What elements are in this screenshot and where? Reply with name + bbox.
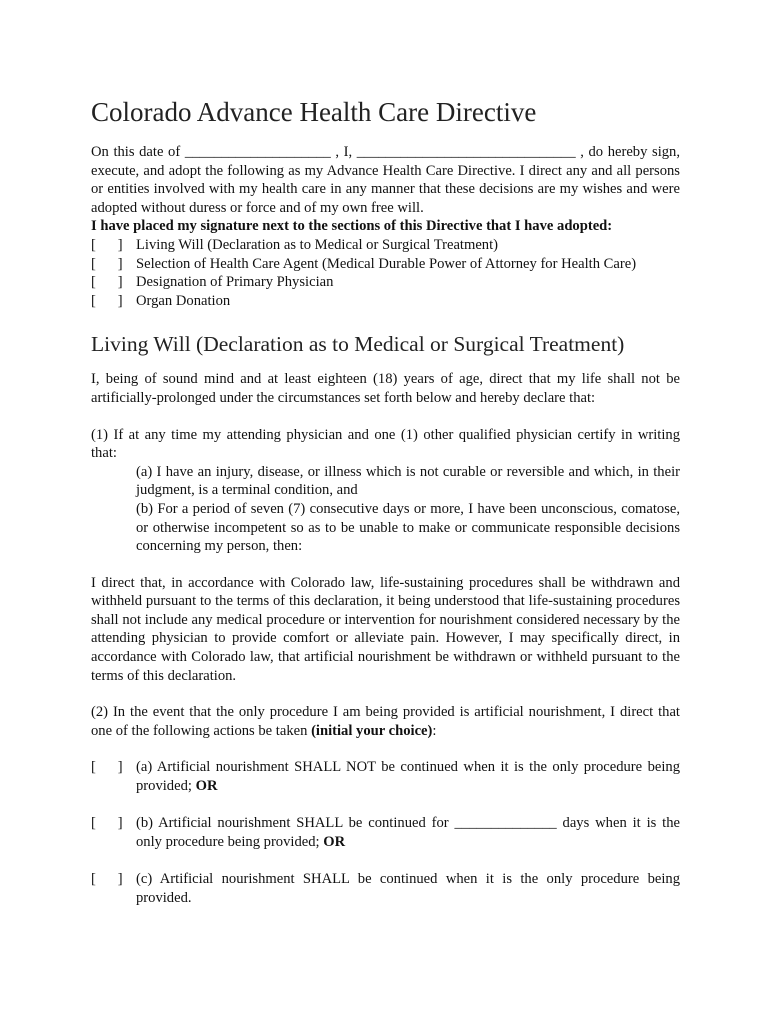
initial-box[interactable]: [ ] [91, 871, 123, 888]
clause-2-text: (2) In the event that the only procedure I am being provided is artificial nourishment, I direct that one of the following actions be taken [91, 704, 680, 739]
initial-box[interactable]: [ ] [91, 274, 123, 291]
clause-2-colon: : [432, 722, 437, 739]
choice-a-text: (a) Artificial nourishment SHALL NOT be continued when it is the only procedure being provided; [136, 759, 680, 795]
clause-2 [91, 703, 680, 740]
nourishment-choice-b[interactable] [91, 814, 680, 852]
adopted-section-item[interactable] [91, 255, 680, 274]
choice-b-text: (b) Artificial nourishment SHALL be continued for ______________ days when it is the only procedure being provided; [136, 815, 680, 851]
living-will-intro: I, being of sound mind and at least eighteen (18) years of age, direct that my life shall not be artificially-prolonged under the circumstances set forth below and hereby declare that: [91, 371, 680, 406]
page-title: Colorado Advance Health Care Directive [91, 97, 537, 127]
adopted-section-item[interactable] [91, 292, 680, 311]
adopted-section-item[interactable] [91, 273, 680, 292]
living-will-heading: Living Will (Declaration as to Medical or Surgical Treatment) [91, 332, 625, 357]
clause-1: (1) If at any time my attending physician and one (1) other qualified physician certify in writing that: [91, 426, 680, 462]
adopted-section-item[interactable] [91, 236, 680, 255]
clause-2-instruction: (initial your choice) [311, 722, 433, 739]
initial-box[interactable]: [ ] [91, 759, 123, 776]
adopted-section-label: Selection of Health Care Agent (Medical Durable Power of Attorney for Health Care) [136, 255, 637, 272]
or-label: OR [195, 778, 218, 795]
adopted-section-label: Organ Donation [136, 292, 231, 309]
clause-1a: (a) I have an injury, disease, or illness which is not curable or reversible and which, in their judgment, is a terminal condition, and [136, 463, 680, 499]
initial-box[interactable]: [ ] [91, 236, 123, 253]
document-content [91, 95, 680, 908]
or-label: OR [323, 834, 346, 851]
initial-box[interactable]: [ ] [91, 815, 123, 832]
adopted-sections-list [91, 236, 680, 310]
nourishment-choice-c[interactable] [91, 870, 680, 908]
intro-paragraph [91, 143, 680, 217]
adopted-section-label: Living Will (Declaration as to Medical or Surgical Treatment) [136, 236, 499, 253]
choice-c-text: (c) Artificial nourishment SHALL be continued when it is the only procedure being provided. [136, 871, 680, 907]
nourishment-choice-a[interactable] [91, 758, 680, 796]
intro-text: execute, and adopt the following as my Advance Health Care Directive. I direct any and all persons or entities involved with my health care in any manner that these decisions are my wishes and were adopted without duress or force and of my own free will. [91, 162, 680, 216]
intro-line-date-name: On this date of ____________________ , I, ______________________________ , do hereby sign, [91, 144, 680, 160]
initial-box[interactable]: [ ] [91, 292, 123, 309]
direction-paragraph: I direct that, in accordance with Colorado law, life-sustaining procedures shall be withdrawn and withheld pursuant to the terms of this declaration, it being understood that life-sustaining procedures shall not include any medical procedure or intervention for nourishment considered necessary by the attending physician to provide comfort or alleviate pain. However, I may specifically direct, in accordance with Colorado law, that artificial nourishment be withdrawn or withheld pursuant to the terms of this declaration. [91, 574, 680, 684]
initial-box[interactable]: [ ] [91, 255, 123, 272]
signature-note: I have placed my signature next to the sections of this Directive that I have adopted: [91, 218, 613, 235]
clause-1b: (b) For a period of seven (7) consecutive days or more, I have been unconscious, comatose, or otherwise incompetent so as to be unable to make or communicate responsible decisions concerning my person, then: [136, 500, 680, 555]
adopted-section-label: Designation of Primary Physician [136, 274, 334, 291]
